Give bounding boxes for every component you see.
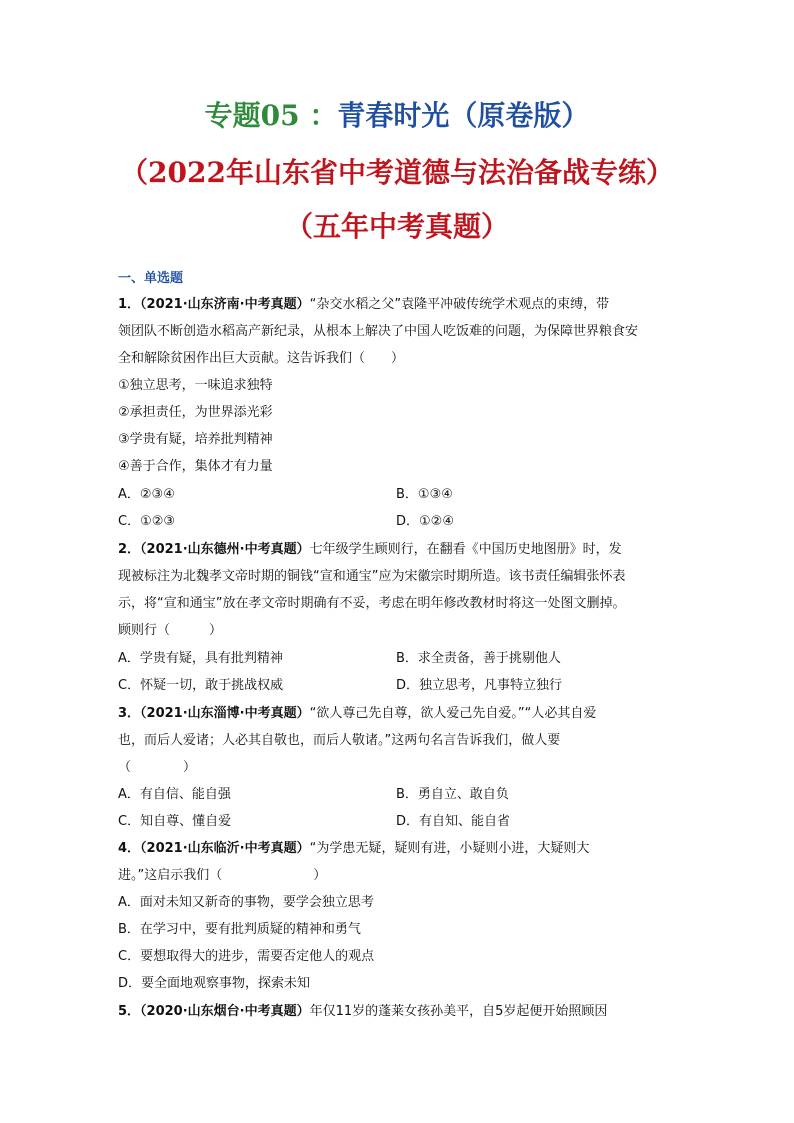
- title-line-1: [0, 96, 794, 136]
- title-subtitle: 青春时光（原卷版）: [337, 99, 590, 132]
- q3-line-1: [118, 705, 596, 723]
- q2-line-2: 现被标注为北魏孝文帝时期的铜钱“宣和通宝”应为宋徽宗时期所造。该书责任编辑张怀表: [118, 569, 626, 584]
- q1-line-1: [118, 296, 609, 314]
- q3-line-3: （ ）: [118, 760, 197, 775]
- title-line-2: （2022年山东省中考道德与法治备战专练）: [120, 156, 674, 189]
- q2-text: 七年级学生顾则行，在翻看《中国历史地图册》时，发: [309, 542, 622, 557]
- section-heading: 一、单选题: [118, 271, 184, 286]
- q4-line-1: [118, 840, 589, 858]
- q1-line-2: 领团队不断创造水稻高产新纪录，从根本上解决了中国人吃饭难的问题，为保障世界粮食安: [118, 324, 639, 339]
- title-line-3: （五年中考真题）: [284, 210, 509, 243]
- q1-option-d[interactable]: D．①②④: [396, 514, 454, 529]
- q1-line-3: 全和解除贫困作出巨大贡献。这告诉我们（ ）: [118, 351, 405, 366]
- q4-line-2: 进。”这启示我们（ ）: [118, 868, 327, 883]
- q4-option-c[interactable]: C．要想取得大的进步，需要否定他人的观点: [118, 949, 375, 964]
- q3-option-c[interactable]: C．知自尊、懂自爱: [118, 814, 232, 829]
- q4-option-b[interactable]: B．在学习中，要有批判质疑的精神和勇气: [118, 922, 361, 937]
- q2-option-c[interactable]: C．怀疑一切，敢于挑战权威: [118, 678, 284, 693]
- q5-number: 5．: [118, 1004, 141, 1019]
- q3-source: （2021·山东淄博·中考真题）: [140, 706, 310, 721]
- q5-line-1: [118, 1003, 607, 1021]
- q1-option-a[interactable]: A．②③④: [118, 487, 175, 502]
- q2-line-4: 顾则行（ ）: [118, 623, 223, 638]
- q1-item-2: ②承担责任，为世界添光彩: [118, 405, 273, 420]
- q1-source: （2021·山东济南·中考真题）: [140, 297, 310, 312]
- q2-line-3: 示，将“宣和通宝”放在孝文帝时期确有不妥，考虑在明年修改教材时将这一处图文删掉。: [118, 596, 626, 611]
- q2-source: （2021·山东德州·中考真题）: [140, 542, 310, 557]
- q1-item-3: ③学贵有疑，培养批判精神: [118, 432, 273, 447]
- q1-option-c[interactable]: C．①②③: [118, 514, 176, 529]
- q2-option-b[interactable]: B．求全责备，善于挑剔他人: [396, 651, 561, 666]
- q1-item-1: ①独立思考，一味追求独特: [118, 378, 273, 393]
- q4-text: “为学患无疑，疑则有进，小疑则小进，大疑则大: [309, 841, 590, 856]
- title-topic: 专题05 ：: [204, 99, 338, 132]
- q3-text: “欲人尊己先自尊，欲人爱己先自爱。”“人必其自爱: [309, 706, 597, 721]
- q1-option-b[interactable]: B．①③④: [396, 487, 453, 502]
- q2-number: 2．: [118, 542, 141, 557]
- q3-option-a[interactable]: A．有自信、能自强: [118, 787, 231, 802]
- q3-option-b[interactable]: B．勇自立、敢自负: [396, 787, 509, 802]
- q4-option-d[interactable]: D．要全面地观察事物，探索未知: [118, 976, 311, 991]
- q4-number: 4．: [118, 841, 141, 856]
- q5-text: 年仅11岁的蓬莱女孩孙美平，自5岁起便开始照顾因: [309, 1004, 608, 1019]
- q2-option-a[interactable]: A．学贵有疑，具有批判精神: [118, 651, 283, 666]
- q3-option-d[interactable]: D．有自知、能自省: [396, 814, 511, 829]
- q2-line-1: [118, 541, 622, 559]
- q3-line-2: 也，而后人爱诸；人必其自敬也，而后人敬诸。”这两句名言告诉我们，做人要: [118, 733, 561, 748]
- q2-option-d[interactable]: D．独立思考，凡事特立独行: [396, 678, 563, 693]
- q3-number: 3．: [118, 706, 141, 721]
- q1-number: 1．: [118, 297, 141, 312]
- q5-source: （2020·山东烟台·中考真题）: [140, 1004, 310, 1019]
- q1-item-4: ④善于合作，集体才有力量: [118, 459, 273, 474]
- q1-text: “杂交水稻之父”袁隆平冲破传统学术观点的束缚，带: [309, 297, 610, 312]
- q4-option-a[interactable]: A．面对未知又新奇的事物，要学会独立思考: [118, 895, 374, 910]
- q4-source: （2021·山东临沂·中考真题）: [140, 841, 310, 856]
